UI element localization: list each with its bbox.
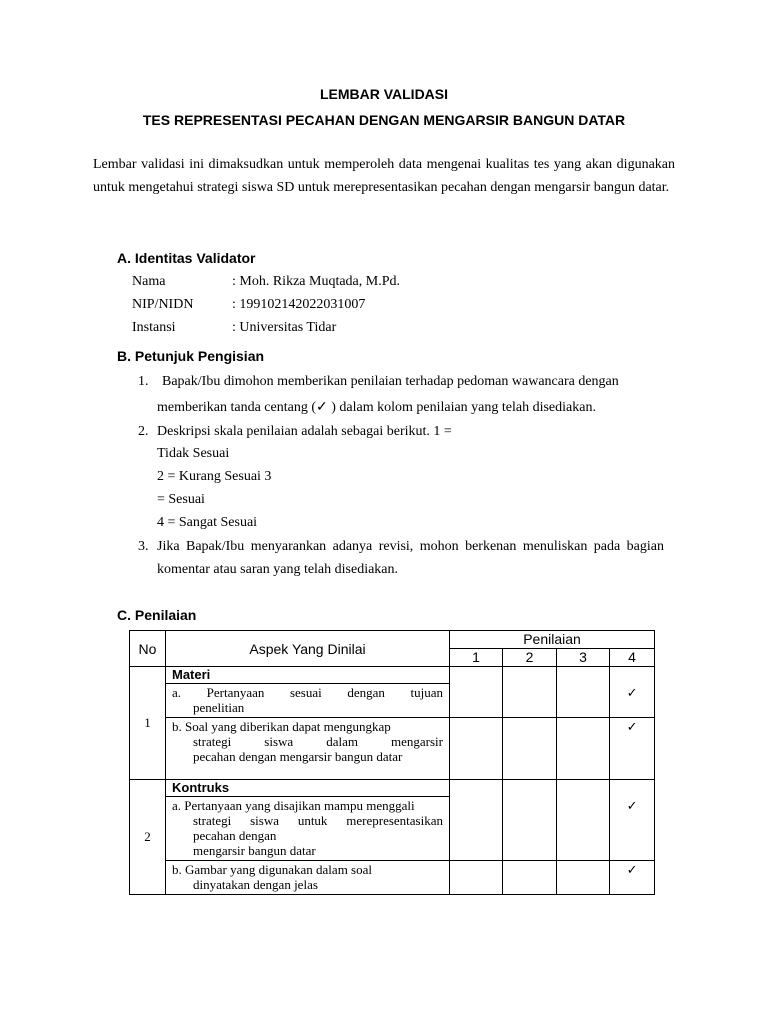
group-title-kontruks: Kontruks [166,780,450,797]
criterion-text: penelitian [193,700,245,715]
table-row [130,718,655,780]
table-row [130,667,655,684]
criterion-2b [166,861,450,895]
identity-value-instansi: : Universitas Tidar [232,320,337,335]
identity-value-nama: : Moh. Rikza Muqtada, M.Pd. [232,274,400,289]
instruction-2-line-5: 4 = Sangat Sesuai [157,515,258,530]
criterion-1b [166,718,450,780]
table-row [130,861,655,895]
document-title: LEMBAR VALIDASI [319,86,449,102]
table-row [130,780,655,797]
instruction-3-line-2: komentar atau saran yang telah disediakan. [157,562,399,577]
section-c-heading: C. Penilaian [117,607,197,623]
checkmark-icon: ✓ [610,684,655,718]
group-number-2: 2 [130,780,166,895]
criterion-text: a. Pertanyaan sesuai dengan tujuan [172,685,443,700]
section-b-heading: B. Petunjuk Pengisian [117,348,265,364]
header-scale-4: 4 [610,649,655,667]
criterion-text: pecahan dengan [193,828,277,843]
criterion-text: mengarsir bangun datar [193,843,316,858]
header-aspek: Aspek Yang Dinilai [166,631,450,667]
header-scale-2: 2 [503,649,557,667]
criterion-2a [166,797,450,861]
identity-label-instansi: Instansi [132,320,176,335]
section-a-heading: A. Identitas Validator [117,250,256,266]
instruction-2-number: 2. [138,424,149,439]
table-row [130,684,655,718]
criterion-text: pecahan dengan mengarsir bangun datar [193,749,403,764]
criterion-text: a. Pertanyaan yang disajikan mampu menggali [172,798,415,813]
document-subtitle: TES REPRESENTASI PECAHAN DENGAN MENGARSIR BANGUN DATAR [142,112,626,128]
header-no: No [130,631,166,667]
checkmark-icon: ✓ [610,797,655,861]
instruction-2-line-4: = Sesuai [157,492,205,507]
instruction-1-number: 1. [138,374,149,389]
header-penilaian: Penilaian [450,631,655,649]
instruction-3-line-1: Jika Bapak/Ibu menyarankan adanya revisi, mohon berkenan menuliskan pada bagian [157,539,664,554]
criterion-1a [166,684,450,718]
header-scale-3: 3 [557,649,610,667]
instruction-2-line-1: Deskripsi skala penilaian adalah sebagai berikut. 1 = [157,424,452,439]
identity-label-nip: NIP/NIDN [132,297,194,312]
group-title-materi: Materi [166,667,450,684]
criterion-text: strategi siswa dalam mengarsir [193,734,443,749]
intro-paragraph: Lembar validasi ini dimaksudkan untuk memperoleh data mengenai kualitas tes yang akan digunakan untuk mengetahui strategi siswa SD untuk merepresentasikan pecahan dengan mengarsir bangun datar. [93,157,675,195]
criterion-text: b. Gambar yang digunakan dalam soal [172,862,372,877]
criterion-text: b. Soal yang diberikan dapat mengungkap [172,719,391,734]
criterion-text: dinyatakan dengan jelas [193,877,318,892]
checkmark-icon: ✓ [610,861,655,895]
identity-label-nama: Nama [132,274,166,289]
table-row [130,797,655,861]
header-scale-1: 1 [450,649,503,667]
instruction-1-line-1: Bapak/Ibu dimohon memberikan penilaian terhadap pedoman wawancara dengan [162,374,619,389]
assessment-table [129,630,655,895]
instruction-3-number: 3. [138,539,149,554]
instruction-1-line-2: memberikan tanda centang (✓ ) dalam kolom penilaian yang telah disediakan. [157,400,596,415]
group-number-1: 1 [130,667,166,780]
instruction-2-line-2: Tidak Sesuai [157,446,230,461]
instruction-2-line-3: 2 = Kurang Sesuai 3 [157,469,272,484]
criterion-text: strategi siswa untuk merepresentasikan [193,813,443,828]
identity-value-nip: : 199102142022031007 [232,297,366,312]
checkmark-icon: ✓ [610,718,655,780]
